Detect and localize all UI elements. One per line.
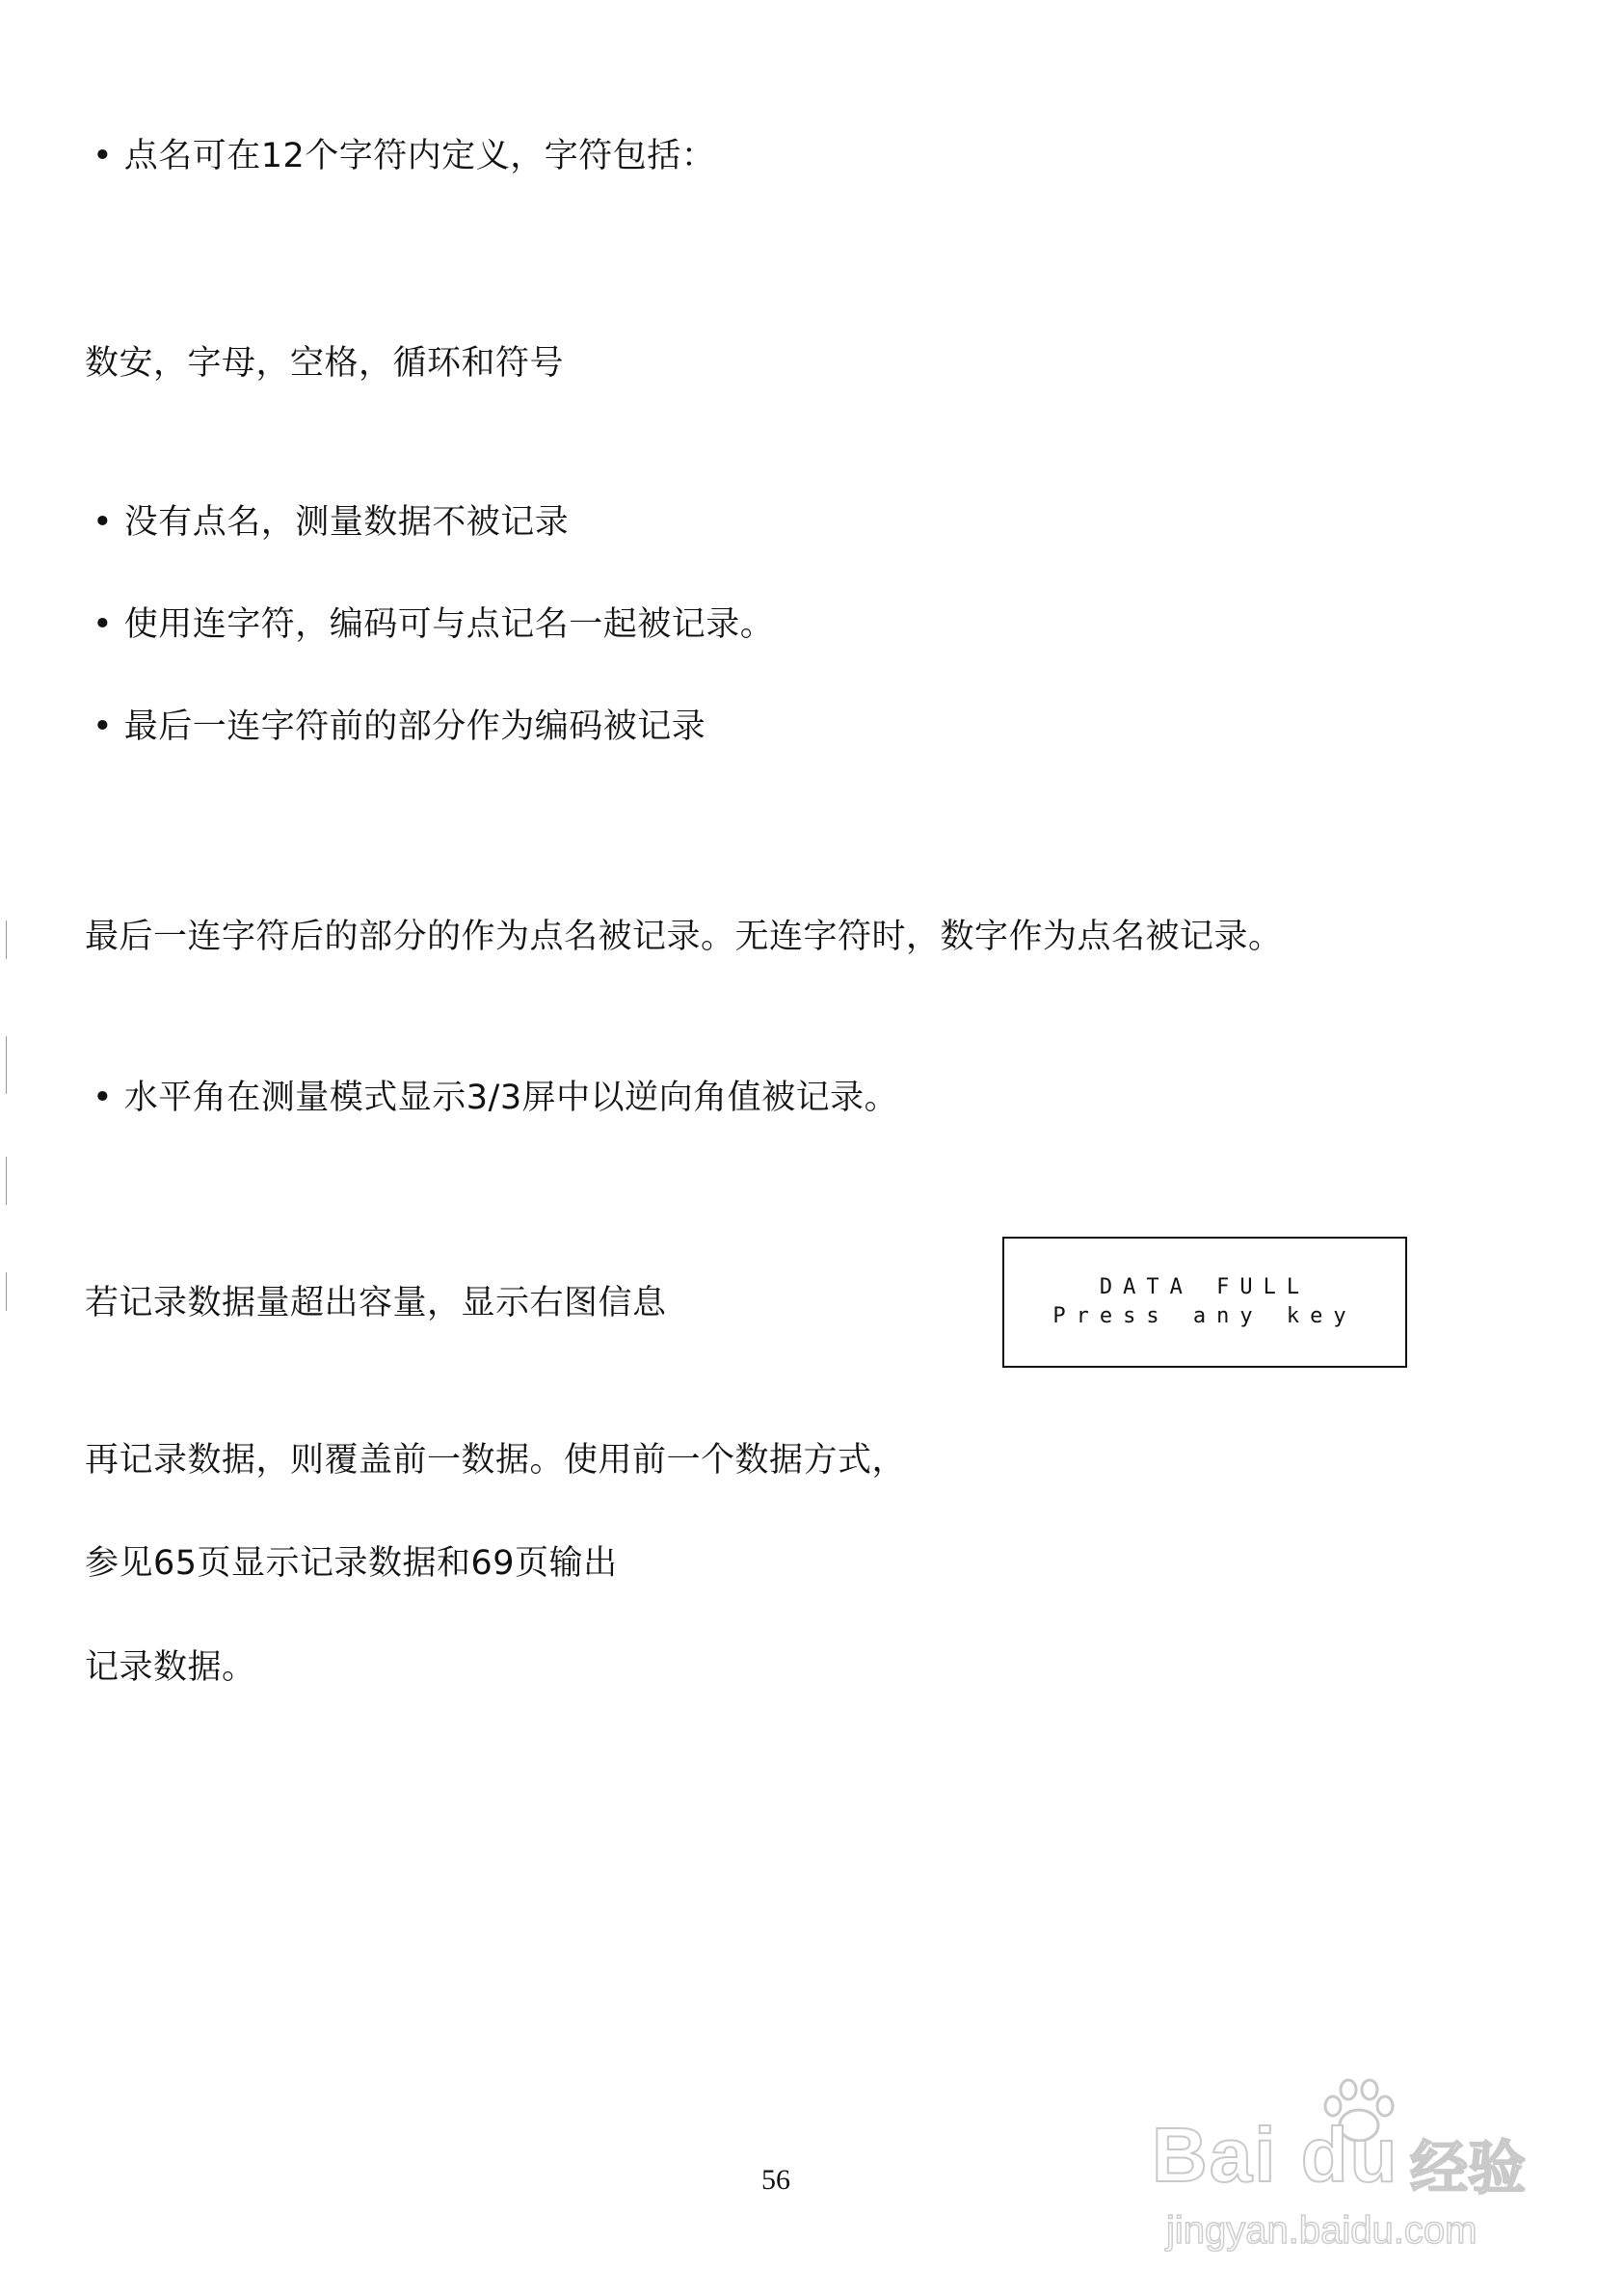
scan-margin-mark: [6, 921, 7, 959]
text-page-reference: 参见65页显示记录数据和69页输出: [85, 1544, 618, 1583]
bullet-no-point-name: • 没有点名，测量数据不被记录: [93, 503, 570, 542]
text-overwrite: 再记录数据，则覆盖前一数据。使用前一个数据方式，: [85, 1441, 907, 1480]
bullet-point-name-length: • 点名可在12个字符内定义，字符包括：: [93, 137, 716, 175]
baidu-jingyan-watermark: [1152, 2072, 1566, 2265]
watermark-url: jingyan.baidu.com: [1166, 2209, 1478, 2252]
bullet-horizontal-angle: • 水平角在测量模式显示3/3屏中以逆向角值被记录。: [93, 1079, 899, 1117]
scan-margin-mark: [6, 1036, 7, 1094]
text-record-data: 记录数据。: [85, 1648, 256, 1687]
bullet-hyphen-code: • 使用连字符，编码可与点记名一起被记录。: [93, 605, 775, 644]
text-character-types: 数安，字母，空格，循环和符号: [85, 344, 565, 383]
display-screen-box: [1002, 1237, 1407, 1368]
watermark-brand: Bai du: [1152, 2112, 1399, 2198]
watermark-jingyan: 经验: [1410, 2135, 1526, 2202]
display-message-press-any-key: Press any key: [1052, 1304, 1357, 1328]
text-after-last-hyphen: 最后一连字符后的部分的作为点名被记录。无连字符时，数字作为点名被记录。: [85, 918, 1283, 956]
page-number: 56: [761, 2164, 790, 2196]
text-data-overflow: 若记录数据量超出容量，显示右图信息: [85, 1284, 667, 1322]
scan-margin-mark: [6, 1157, 7, 1205]
bullet-before-last-hyphen: • 最后一连字符前的部分作为编码被记录: [93, 707, 706, 746]
scan-margin-mark: [6, 1272, 7, 1311]
display-message-data-full: DATA FULL: [1099, 1275, 1311, 1299]
